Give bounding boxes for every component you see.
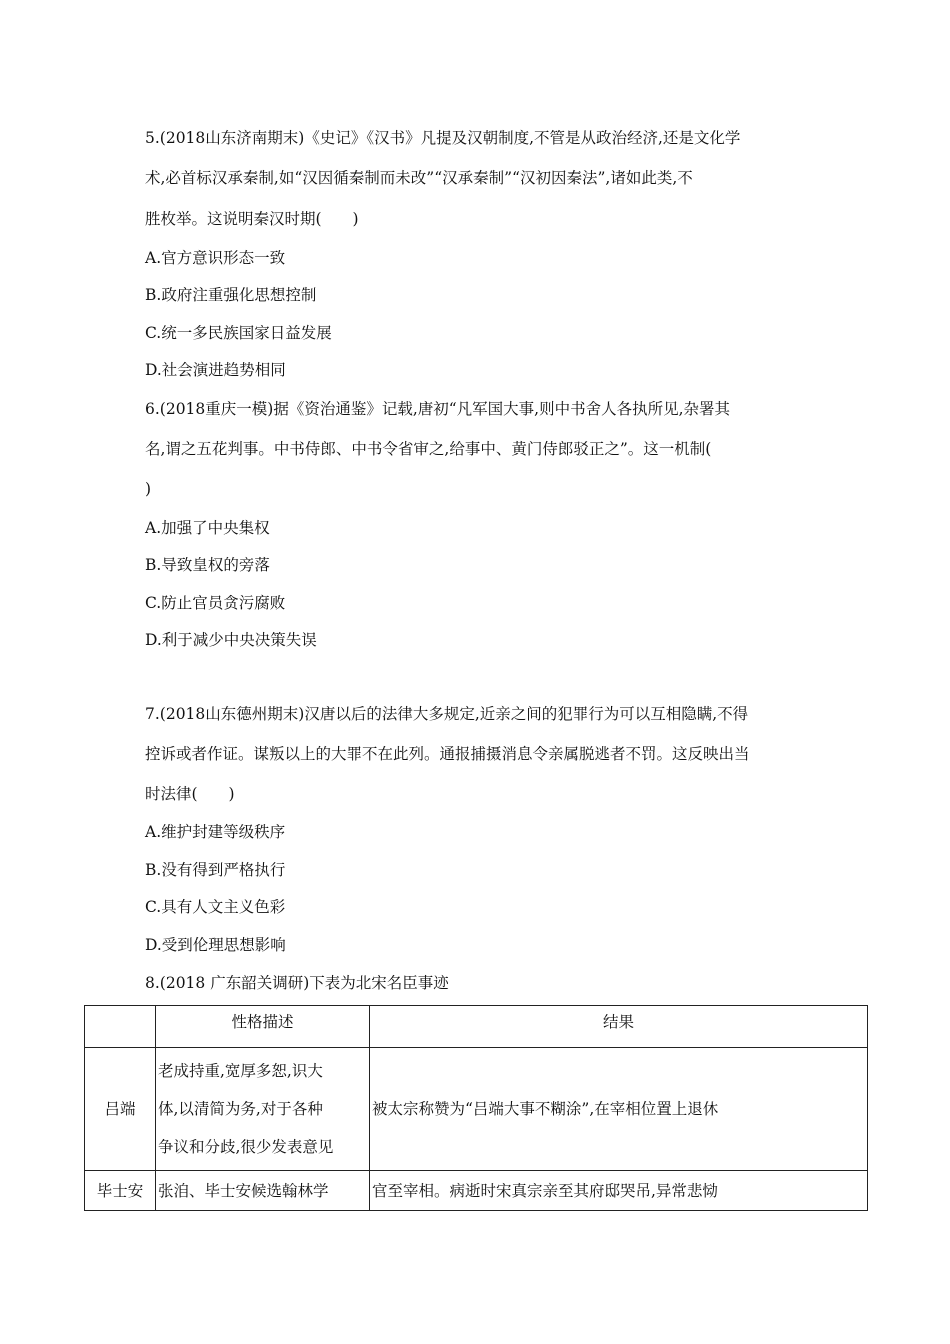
q5-option-a: A.官方意识形态一致 [145,249,286,267]
q7-stem-line-2: 控诉或者作证。谋叛以上的大罪不在此列。通报捕摄消息令亲属脱逃者不罚。这反映出当 [145,745,750,763]
table-header-description: 性格描述 [156,1006,370,1048]
q6-option-d: D.利于减少中央决策失误 [145,631,317,649]
q6-option-b: B.导致皇权的旁落 [145,556,270,574]
q5-option-d: D.社会演进趋势相同 [145,361,286,379]
q5-option-c: C.统一多民族国家日益发展 [145,324,332,342]
table-cell-name: 毕士安 [85,1171,156,1211]
q6-stem-line-1: 6.(2018重庆一模)据《资治通鉴》记载,唐初“凡军国大事,则中书舍人各执所见,杂署其 [145,400,731,418]
q6-option-a: A.加强了中央集权 [145,519,270,537]
q5-stem-line-3: 胜枚举。这说明秦汉时期( ) [145,210,359,228]
q7-option-c: C.具有人文主义色彩 [145,898,286,916]
description-line: 争议和分歧,很少发表意见 [158,1138,334,1156]
table-row [85,1171,868,1211]
q6-option-c: C.防止官员贪污腐败 [145,594,286,612]
table-cell-name: 吕端 [85,1048,156,1171]
table-cell-description [156,1048,370,1171]
table-header-name [85,1006,156,1048]
q7-option-a: A.维护封建等级秩序 [145,823,286,841]
table-cell-description: 张洎、毕士安候选翰林学 [156,1171,370,1211]
q7-option-d: D.受到伦理思想影响 [145,936,286,954]
ministers-table [84,1005,868,1211]
table-cell-result: 官至宰相。病逝时宋真宗亲至其府邸哭吊,异常悲恸 [370,1171,868,1211]
q5-option-b: B.政府注重强化思想控制 [145,286,317,304]
table-header-row [85,1006,868,1048]
q8-stem: 8.(2018 广东韶关调研)下表为北宋名臣事迹 [145,974,449,992]
table-cell-result: 被太宗称赞为“吕端大事不糊涂”,在宰相位置上退休 [370,1048,868,1171]
q7-stem-line-1: 7.(2018山东德州期末)汉唐以后的法律大多规定,近亲之间的犯罪行为可以互相隐瞒,不得 [145,705,749,723]
table-header-result: 结果 [370,1006,868,1048]
description-line: 体,以清简为务,对于各种 [158,1100,323,1118]
q7-stem-line-3: 时法律( ) [145,785,235,803]
q5-stem-line-2: 术,必首标汉承秦制,如“汉因循秦制而未改”“汉承秦制”“汉初因秦法”,诸如此类,不 [145,169,693,187]
table-row [85,1048,868,1171]
q6-stem-line-2: 名,谓之五花判事。中书侍郎、中书令省审之,给事中、黄门侍郎驳正之”。这一机制( [145,440,712,458]
q6-stem-line-3: ) [145,480,152,498]
q5-stem-line-1: 5.(2018山东济南期末)《史记》《汉书》凡提及汉朝制度,不管是从政治经济,还是文化学 [145,129,741,147]
description-line: 老成持重,宽厚多恕,识大 [158,1062,323,1080]
q7-option-b: B.没有得到严格执行 [145,861,286,879]
